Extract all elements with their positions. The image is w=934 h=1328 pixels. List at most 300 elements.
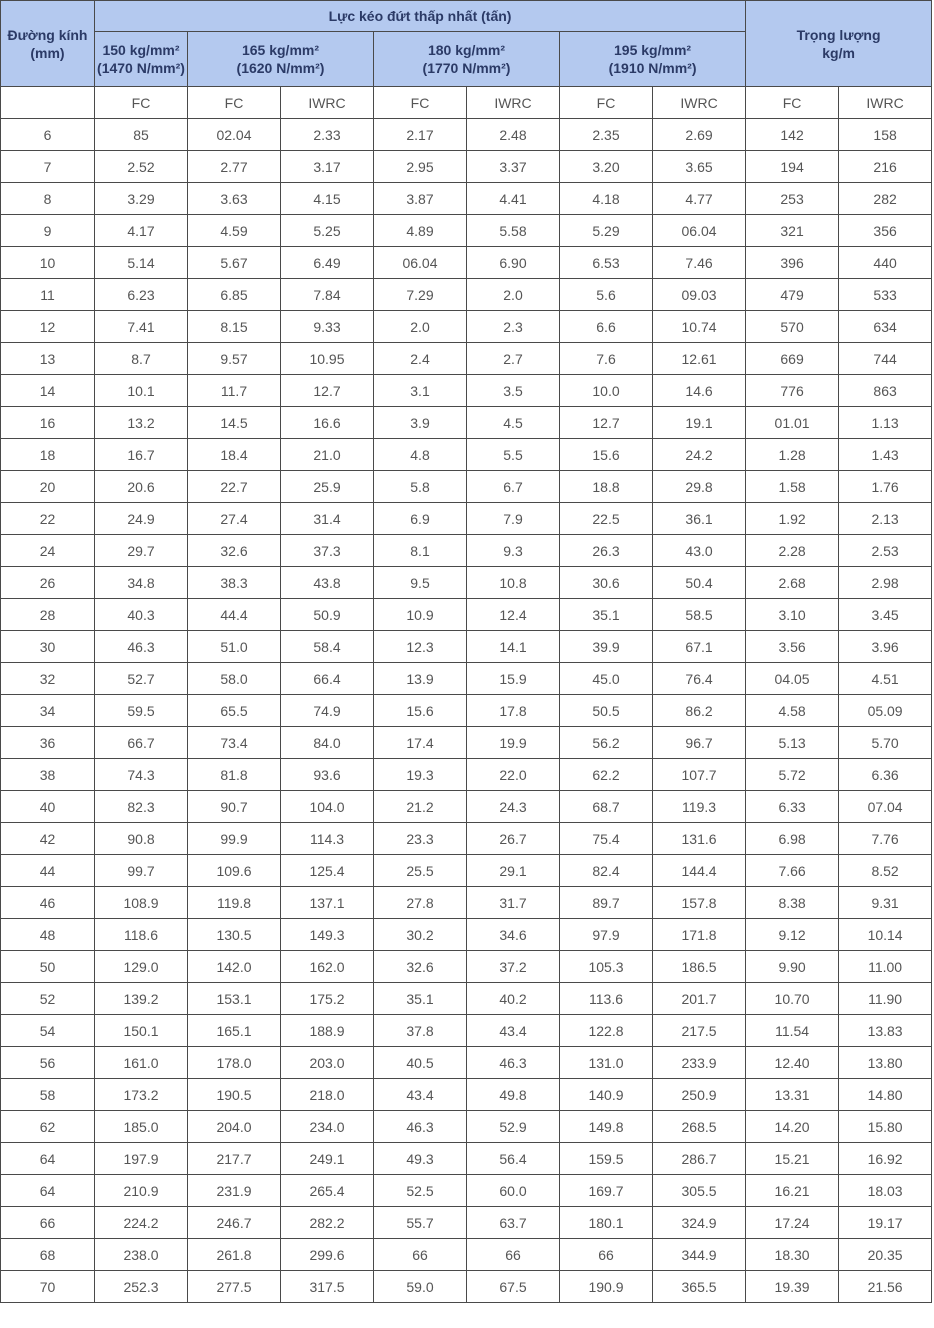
value-cell: 20.35 [839, 1239, 932, 1271]
diameter-cell: 42 [1, 823, 95, 855]
diameter-cell: 70 [1, 1271, 95, 1303]
value-cell: 2.52 [95, 151, 188, 183]
value-cell: 4.58 [746, 695, 839, 727]
value-cell: 2.95 [374, 151, 467, 183]
value-cell: 5.13 [746, 727, 839, 759]
diameter-cell: 6 [1, 119, 95, 151]
value-cell: 180.1 [560, 1207, 653, 1239]
diameter-cell: 56 [1, 1047, 95, 1079]
diameter-cell: 14 [1, 375, 95, 407]
subheader-cell: FC [95, 87, 188, 119]
value-cell: 29.7 [95, 535, 188, 567]
value-cell: 3.45 [839, 599, 932, 631]
subheader-row [1, 87, 932, 119]
value-cell: 4.8 [374, 439, 467, 471]
grade-header-150: 150 kg/mm² (1470 N/mm²) [95, 32, 188, 87]
diameter-cell: 11 [1, 279, 95, 311]
value-cell: 14.1 [467, 631, 560, 663]
table-row [1, 1271, 932, 1303]
value-cell: 19.9 [467, 727, 560, 759]
value-cell: 268.5 [653, 1111, 746, 1143]
value-cell: 3.5 [467, 375, 560, 407]
value-cell: 82.3 [95, 791, 188, 823]
value-cell: 321 [746, 215, 839, 247]
table-row [1, 791, 932, 823]
value-cell: 190.9 [560, 1271, 653, 1303]
value-cell: 65.5 [188, 695, 281, 727]
value-cell: 82.4 [560, 855, 653, 887]
diameter-cell: 52 [1, 983, 95, 1015]
value-cell: 93.6 [281, 759, 374, 791]
value-cell: 66 [374, 1239, 467, 1271]
value-cell: 9.31 [839, 887, 932, 919]
value-cell: 40.2 [467, 983, 560, 1015]
value-cell: 50.9 [281, 599, 374, 631]
value-cell: 1.43 [839, 439, 932, 471]
value-cell: 19.17 [839, 1207, 932, 1239]
table-row [1, 343, 932, 375]
table-row [1, 1111, 932, 1143]
diameter-cell: 28 [1, 599, 95, 631]
value-cell: 85 [95, 119, 188, 151]
value-cell: 6.49 [281, 247, 374, 279]
value-cell: 17.24 [746, 1207, 839, 1239]
value-cell: 5.25 [281, 215, 374, 247]
table-row [1, 375, 932, 407]
value-cell: 19.3 [374, 759, 467, 791]
value-cell: 51.0 [188, 631, 281, 663]
value-cell: 1.76 [839, 471, 932, 503]
value-cell: 06.04 [653, 215, 746, 247]
value-cell: 12.4 [467, 599, 560, 631]
value-cell: 73.4 [188, 727, 281, 759]
diameter-cell: 13 [1, 343, 95, 375]
table-row [1, 759, 932, 791]
value-cell: 3.63 [188, 183, 281, 215]
value-cell: 129.0 [95, 951, 188, 983]
value-cell: 4.51 [839, 663, 932, 695]
value-cell: 118.6 [95, 919, 188, 951]
value-cell: 2.35 [560, 119, 653, 151]
value-cell: 173.2 [95, 1079, 188, 1111]
value-cell: 188.9 [281, 1015, 374, 1047]
value-cell: 3.9 [374, 407, 467, 439]
diameter-cell: 46 [1, 887, 95, 919]
value-cell: 7.66 [746, 855, 839, 887]
value-cell: 43.0 [653, 535, 746, 567]
table-row [1, 1175, 932, 1207]
value-cell: 3.56 [746, 631, 839, 663]
value-cell: 2.98 [839, 567, 932, 599]
value-cell: 153.1 [188, 983, 281, 1015]
value-cell: 178.0 [188, 1047, 281, 1079]
value-cell: 570 [746, 311, 839, 343]
diameter-cell: 8 [1, 183, 95, 215]
value-cell: 22.5 [560, 503, 653, 535]
value-cell: 201.7 [653, 983, 746, 1015]
value-cell: 2.0 [374, 311, 467, 343]
value-cell: 6.6 [560, 311, 653, 343]
value-cell: 46.3 [467, 1047, 560, 1079]
table-row [1, 887, 932, 919]
value-cell: 217.5 [653, 1015, 746, 1047]
value-cell: 10.0 [560, 375, 653, 407]
value-cell: 282 [839, 183, 932, 215]
value-cell: 131.6 [653, 823, 746, 855]
value-cell: 2.77 [188, 151, 281, 183]
value-cell: 9.3 [467, 535, 560, 567]
value-cell: 231.9 [188, 1175, 281, 1207]
value-cell: 66 [560, 1239, 653, 1271]
value-cell: 4.59 [188, 215, 281, 247]
value-cell: 16.21 [746, 1175, 839, 1207]
value-cell: 43.4 [467, 1015, 560, 1047]
value-cell: 1.58 [746, 471, 839, 503]
value-cell: 10.9 [374, 599, 467, 631]
value-cell: 3.65 [653, 151, 746, 183]
value-cell: 4.15 [281, 183, 374, 215]
value-cell: 2.7 [467, 343, 560, 375]
value-cell: 10.70 [746, 983, 839, 1015]
value-cell: 02.04 [188, 119, 281, 151]
value-cell: 22.0 [467, 759, 560, 791]
value-cell: 15.21 [746, 1143, 839, 1175]
value-cell: 140.9 [560, 1079, 653, 1111]
value-cell: 7.41 [95, 311, 188, 343]
value-cell: 60.0 [467, 1175, 560, 1207]
value-cell: 74.9 [281, 695, 374, 727]
value-cell: 56.4 [467, 1143, 560, 1175]
value-cell: 186.5 [653, 951, 746, 983]
table-row [1, 503, 932, 535]
value-cell: 246.7 [188, 1207, 281, 1239]
value-cell: 21.2 [374, 791, 467, 823]
value-cell: 27.8 [374, 887, 467, 919]
value-cell: 12.3 [374, 631, 467, 663]
diameter-cell: 30 [1, 631, 95, 663]
value-cell: 22.7 [188, 471, 281, 503]
table-row [1, 151, 932, 183]
value-cell: 317.5 [281, 1271, 374, 1303]
value-cell: 1.28 [746, 439, 839, 471]
value-cell: 6.53 [560, 247, 653, 279]
value-cell: 6.85 [188, 279, 281, 311]
value-cell: 4.18 [560, 183, 653, 215]
value-cell: 149.8 [560, 1111, 653, 1143]
value-cell: 58.5 [653, 599, 746, 631]
diameter-cell: 68 [1, 1239, 95, 1271]
value-cell: 119.3 [653, 791, 746, 823]
table-row [1, 695, 932, 727]
value-cell: 17.4 [374, 727, 467, 759]
value-cell: 15.9 [467, 663, 560, 695]
value-cell: 10.74 [653, 311, 746, 343]
grade-header-180: 180 kg/mm² (1770 N/mm²) [374, 32, 560, 87]
grade-header-165: 165 kg/mm² (1620 N/mm²) [188, 32, 374, 87]
value-cell: 3.20 [560, 151, 653, 183]
value-cell: 299.6 [281, 1239, 374, 1271]
subheader-cell: FC [188, 87, 281, 119]
value-cell: 52.9 [467, 1111, 560, 1143]
value-cell: 224.2 [95, 1207, 188, 1239]
value-cell: 34.8 [95, 567, 188, 599]
value-cell: 30.2 [374, 919, 467, 951]
value-cell: 9.57 [188, 343, 281, 375]
value-cell: 4.89 [374, 215, 467, 247]
value-cell: 18.8 [560, 471, 653, 503]
subheader-cell: IWRC [839, 87, 932, 119]
value-cell: 3.37 [467, 151, 560, 183]
table-row [1, 1239, 932, 1271]
value-cell: 8.7 [95, 343, 188, 375]
value-cell: 36.1 [653, 503, 746, 535]
table-row [1, 823, 932, 855]
value-cell: 25.5 [374, 855, 467, 887]
value-cell: 1.13 [839, 407, 932, 439]
value-cell: 158 [839, 119, 932, 151]
value-cell: 4.5 [467, 407, 560, 439]
diameter-cell: 26 [1, 567, 95, 599]
diameter-cell: 20 [1, 471, 95, 503]
value-cell: 16.92 [839, 1143, 932, 1175]
value-cell: 89.7 [560, 887, 653, 919]
value-cell: 20.6 [95, 471, 188, 503]
diameter-cell: 18 [1, 439, 95, 471]
value-cell: 4.17 [95, 215, 188, 247]
value-cell: 43.4 [374, 1079, 467, 1111]
value-cell: 66.4 [281, 663, 374, 695]
value-cell: 19.1 [653, 407, 746, 439]
value-cell: 2.68 [746, 567, 839, 599]
value-cell: 150.1 [95, 1015, 188, 1047]
diameter-cell: 12 [1, 311, 95, 343]
value-cell: 149.3 [281, 919, 374, 951]
table-row [1, 727, 932, 759]
table-row [1, 1015, 932, 1047]
value-cell: 59.5 [95, 695, 188, 727]
table-row [1, 599, 932, 631]
table-row [1, 855, 932, 887]
value-cell: 114.3 [281, 823, 374, 855]
value-cell: 46.3 [95, 631, 188, 663]
table-row [1, 119, 932, 151]
value-cell: 26.3 [560, 535, 653, 567]
table-row [1, 407, 932, 439]
table-row [1, 951, 932, 983]
value-cell: 13.83 [839, 1015, 932, 1047]
value-cell: 59.0 [374, 1271, 467, 1303]
value-cell: 14.5 [188, 407, 281, 439]
table-row [1, 567, 932, 599]
value-cell: 37.3 [281, 535, 374, 567]
value-cell: 3.96 [839, 631, 932, 663]
value-cell: 7.84 [281, 279, 374, 311]
value-cell: 252.3 [95, 1271, 188, 1303]
subheader-cell [1, 87, 95, 119]
value-cell: 6.33 [746, 791, 839, 823]
value-cell: 34.6 [467, 919, 560, 951]
value-cell: 99.7 [95, 855, 188, 887]
value-cell: 21.56 [839, 1271, 932, 1303]
value-cell: 6.36 [839, 759, 932, 791]
value-cell: 12.61 [653, 343, 746, 375]
value-cell: 6.7 [467, 471, 560, 503]
value-cell: 265.4 [281, 1175, 374, 1207]
value-cell: 2.28 [746, 535, 839, 567]
value-cell: 6.23 [95, 279, 188, 311]
value-cell: 194 [746, 151, 839, 183]
table-row [1, 631, 932, 663]
table-row [1, 279, 932, 311]
value-cell: 9.5 [374, 567, 467, 599]
value-cell: 11.7 [188, 375, 281, 407]
value-cell: 6.9 [374, 503, 467, 535]
value-cell: 6.98 [746, 823, 839, 855]
value-cell: 97.9 [560, 919, 653, 951]
diameter-cell: 16 [1, 407, 95, 439]
value-cell: 2.48 [467, 119, 560, 151]
value-cell: 197.9 [95, 1143, 188, 1175]
value-cell: 15.6 [560, 439, 653, 471]
diameter-cell: 54 [1, 1015, 95, 1047]
value-cell: 144.4 [653, 855, 746, 887]
header-row-main [1, 1, 932, 32]
value-cell: 107.7 [653, 759, 746, 791]
table-row [1, 311, 932, 343]
value-cell: 249.1 [281, 1143, 374, 1175]
table-row [1, 439, 932, 471]
value-cell: 66 [467, 1239, 560, 1271]
value-cell: 25.9 [281, 471, 374, 503]
value-cell: 7.6 [560, 343, 653, 375]
value-cell: 35.1 [374, 983, 467, 1015]
value-cell: 234.0 [281, 1111, 374, 1143]
value-cell: 37.8 [374, 1015, 467, 1047]
value-cell: 81.8 [188, 759, 281, 791]
grade-header-195: 195 kg/mm² (1910 N/mm²) [560, 32, 746, 87]
value-cell: 52.7 [95, 663, 188, 695]
table-row [1, 183, 932, 215]
diameter-cell: 34 [1, 695, 95, 727]
value-cell: 35.1 [560, 599, 653, 631]
value-cell: 7.29 [374, 279, 467, 311]
value-cell: 15.6 [374, 695, 467, 727]
value-cell: 3.87 [374, 183, 467, 215]
diameter-cell: 64 [1, 1143, 95, 1175]
value-cell: 185.0 [95, 1111, 188, 1143]
value-cell: 62.2 [560, 759, 653, 791]
value-cell: 105.3 [560, 951, 653, 983]
table-row [1, 215, 932, 247]
value-cell: 8.1 [374, 535, 467, 567]
diameter-cell: 66 [1, 1207, 95, 1239]
value-cell: 210.9 [95, 1175, 188, 1207]
value-cell: 533 [839, 279, 932, 311]
value-cell: 56.2 [560, 727, 653, 759]
value-cell: 157.8 [653, 887, 746, 919]
value-cell: 43.8 [281, 567, 374, 599]
table-row [1, 1047, 932, 1079]
value-cell: 13.2 [95, 407, 188, 439]
value-cell: 863 [839, 375, 932, 407]
value-cell: 282.2 [281, 1207, 374, 1239]
value-cell: 2.69 [653, 119, 746, 151]
value-cell: 216 [839, 151, 932, 183]
value-cell: 6.90 [467, 247, 560, 279]
value-cell: 253 [746, 183, 839, 215]
diameter-cell: 9 [1, 215, 95, 247]
value-cell: 49.3 [374, 1143, 467, 1175]
diameter-cell: 22 [1, 503, 95, 535]
value-cell: 84.0 [281, 727, 374, 759]
value-cell: 52.5 [374, 1175, 467, 1207]
diameter-cell: 10 [1, 247, 95, 279]
value-cell: 261.8 [188, 1239, 281, 1271]
value-cell: 8.38 [746, 887, 839, 919]
value-cell: 04.05 [746, 663, 839, 695]
value-cell: 161.0 [95, 1047, 188, 1079]
value-cell: 142.0 [188, 951, 281, 983]
subheader-cell: IWRC [281, 87, 374, 119]
value-cell: 669 [746, 343, 839, 375]
value-cell: 96.7 [653, 727, 746, 759]
table-row [1, 919, 932, 951]
value-cell: 11.54 [746, 1015, 839, 1047]
diameter-cell: 64 [1, 1175, 95, 1207]
value-cell: 634 [839, 311, 932, 343]
value-cell: 66.7 [95, 727, 188, 759]
subheader-cell: FC [560, 87, 653, 119]
value-cell: 50.4 [653, 567, 746, 599]
value-cell: 32.6 [374, 951, 467, 983]
table-row [1, 247, 932, 279]
value-cell: 5.8 [374, 471, 467, 503]
diameter-cell: 32 [1, 663, 95, 695]
value-cell: 14.6 [653, 375, 746, 407]
value-cell: 190.5 [188, 1079, 281, 1111]
value-cell: 119.8 [188, 887, 281, 919]
value-cell: 286.7 [653, 1143, 746, 1175]
value-cell: 2.17 [374, 119, 467, 151]
value-cell: 86.2 [653, 695, 746, 727]
value-cell: 10.14 [839, 919, 932, 951]
value-cell: 344.9 [653, 1239, 746, 1271]
value-cell: 90.7 [188, 791, 281, 823]
breaking-force-header: Lực kéo đứt thấp nhất (tấn) [95, 1, 746, 32]
value-cell: 7.76 [839, 823, 932, 855]
value-cell: 5.70 [839, 727, 932, 759]
value-cell: 10.95 [281, 343, 374, 375]
value-cell: 1.92 [746, 503, 839, 535]
value-cell: 21.0 [281, 439, 374, 471]
value-cell: 165.1 [188, 1015, 281, 1047]
value-cell: 11.00 [839, 951, 932, 983]
value-cell: 38.3 [188, 567, 281, 599]
value-cell: 67.5 [467, 1271, 560, 1303]
value-cell: 05.09 [839, 695, 932, 727]
value-cell: 175.2 [281, 983, 374, 1015]
value-cell: 15.80 [839, 1111, 932, 1143]
value-cell: 159.5 [560, 1143, 653, 1175]
value-cell: 305.5 [653, 1175, 746, 1207]
value-cell: 18.03 [839, 1175, 932, 1207]
subheader-cell: IWRC [467, 87, 560, 119]
value-cell: 277.5 [188, 1271, 281, 1303]
value-cell: 32.6 [188, 535, 281, 567]
diameter-cell: 40 [1, 791, 95, 823]
value-cell: 14.80 [839, 1079, 932, 1111]
value-cell: 67.1 [653, 631, 746, 663]
